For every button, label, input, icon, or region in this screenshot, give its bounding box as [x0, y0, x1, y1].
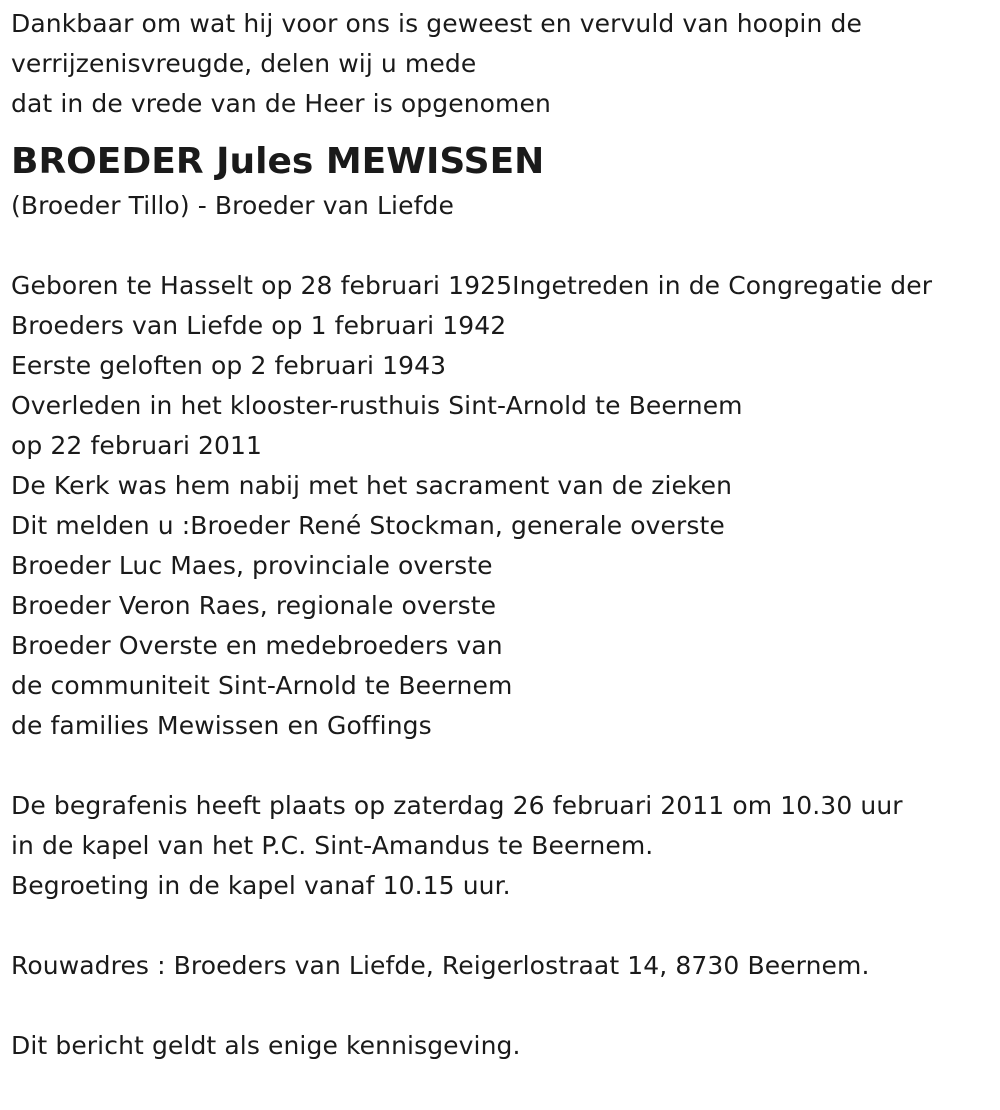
bio-paragraph — [11, 266, 991, 746]
notice-line: Dit bericht geldt als enige kennisgeving. — [11, 1031, 521, 1060]
bio-line: Broeders van Liefde op 1 februari 1942 — [11, 311, 507, 340]
spacer — [11, 746, 991, 786]
bio-line: Eerste geloften op 2 februari 1943 — [11, 351, 447, 380]
intro-line: Dankbaar om wat hij voor ons is geweest en vervuld van hoopin de — [11, 9, 862, 38]
mourning-address: Rouwadres : Broeders van Liefde, Reigerlostraat 14, 8730 Beernem. — [11, 951, 870, 980]
bio-line: Overleden in het klooster-rusthuis Sint-Arnold te Beernem — [11, 391, 743, 420]
funeral-line: in de kapel van het P.C. Sint-Amandus te Beernem. — [11, 831, 654, 860]
bio-line: Geboren te Hasselt op 28 februari 1925Ingetreden in de Congregatie der — [11, 271, 933, 300]
intro-paragraph — [11, 4, 991, 124]
bio-line: Broeder Luc Maes, provinciale overste — [11, 551, 493, 580]
spacer — [11, 906, 991, 946]
deceased-subtitle: (Broeder Tillo) - Broeder van Liefde — [11, 191, 454, 220]
obituary-notice — [11, 4, 991, 1066]
intro-line: verrijzenisvreugde, delen wij u mede — [11, 49, 477, 78]
spacer — [11, 986, 991, 1026]
bio-line: Dit melden u :Broeder René Stockman, generale overste — [11, 511, 725, 540]
bio-line: Broeder Veron Raes, regionale overste — [11, 591, 497, 620]
deceased-name: BROEDER Jules MEWISSEN — [11, 141, 545, 182]
funeral-paragraph — [11, 786, 991, 906]
intro-line: dat in de vrede van de Heer is opgenomen — [11, 89, 551, 118]
bio-line: de communiteit Sint-Arnold te Beernem — [11, 671, 513, 700]
funeral-line: Begroeting in de kapel vanaf 10.15 uur. — [11, 871, 511, 900]
bio-line: De Kerk was hem nabij met het sacrament van de zieken — [11, 471, 733, 500]
bio-line: Broeder Overste en medebroeders van — [11, 631, 503, 660]
bio-line: op 22 februari 2011 — [11, 431, 263, 460]
funeral-line: De begrafenis heeft plaats op zaterdag 26 februari 2011 om 10.30 uur — [11, 791, 903, 820]
spacer — [11, 226, 991, 266]
bio-line: de families Mewissen en Goffings — [11, 711, 432, 740]
